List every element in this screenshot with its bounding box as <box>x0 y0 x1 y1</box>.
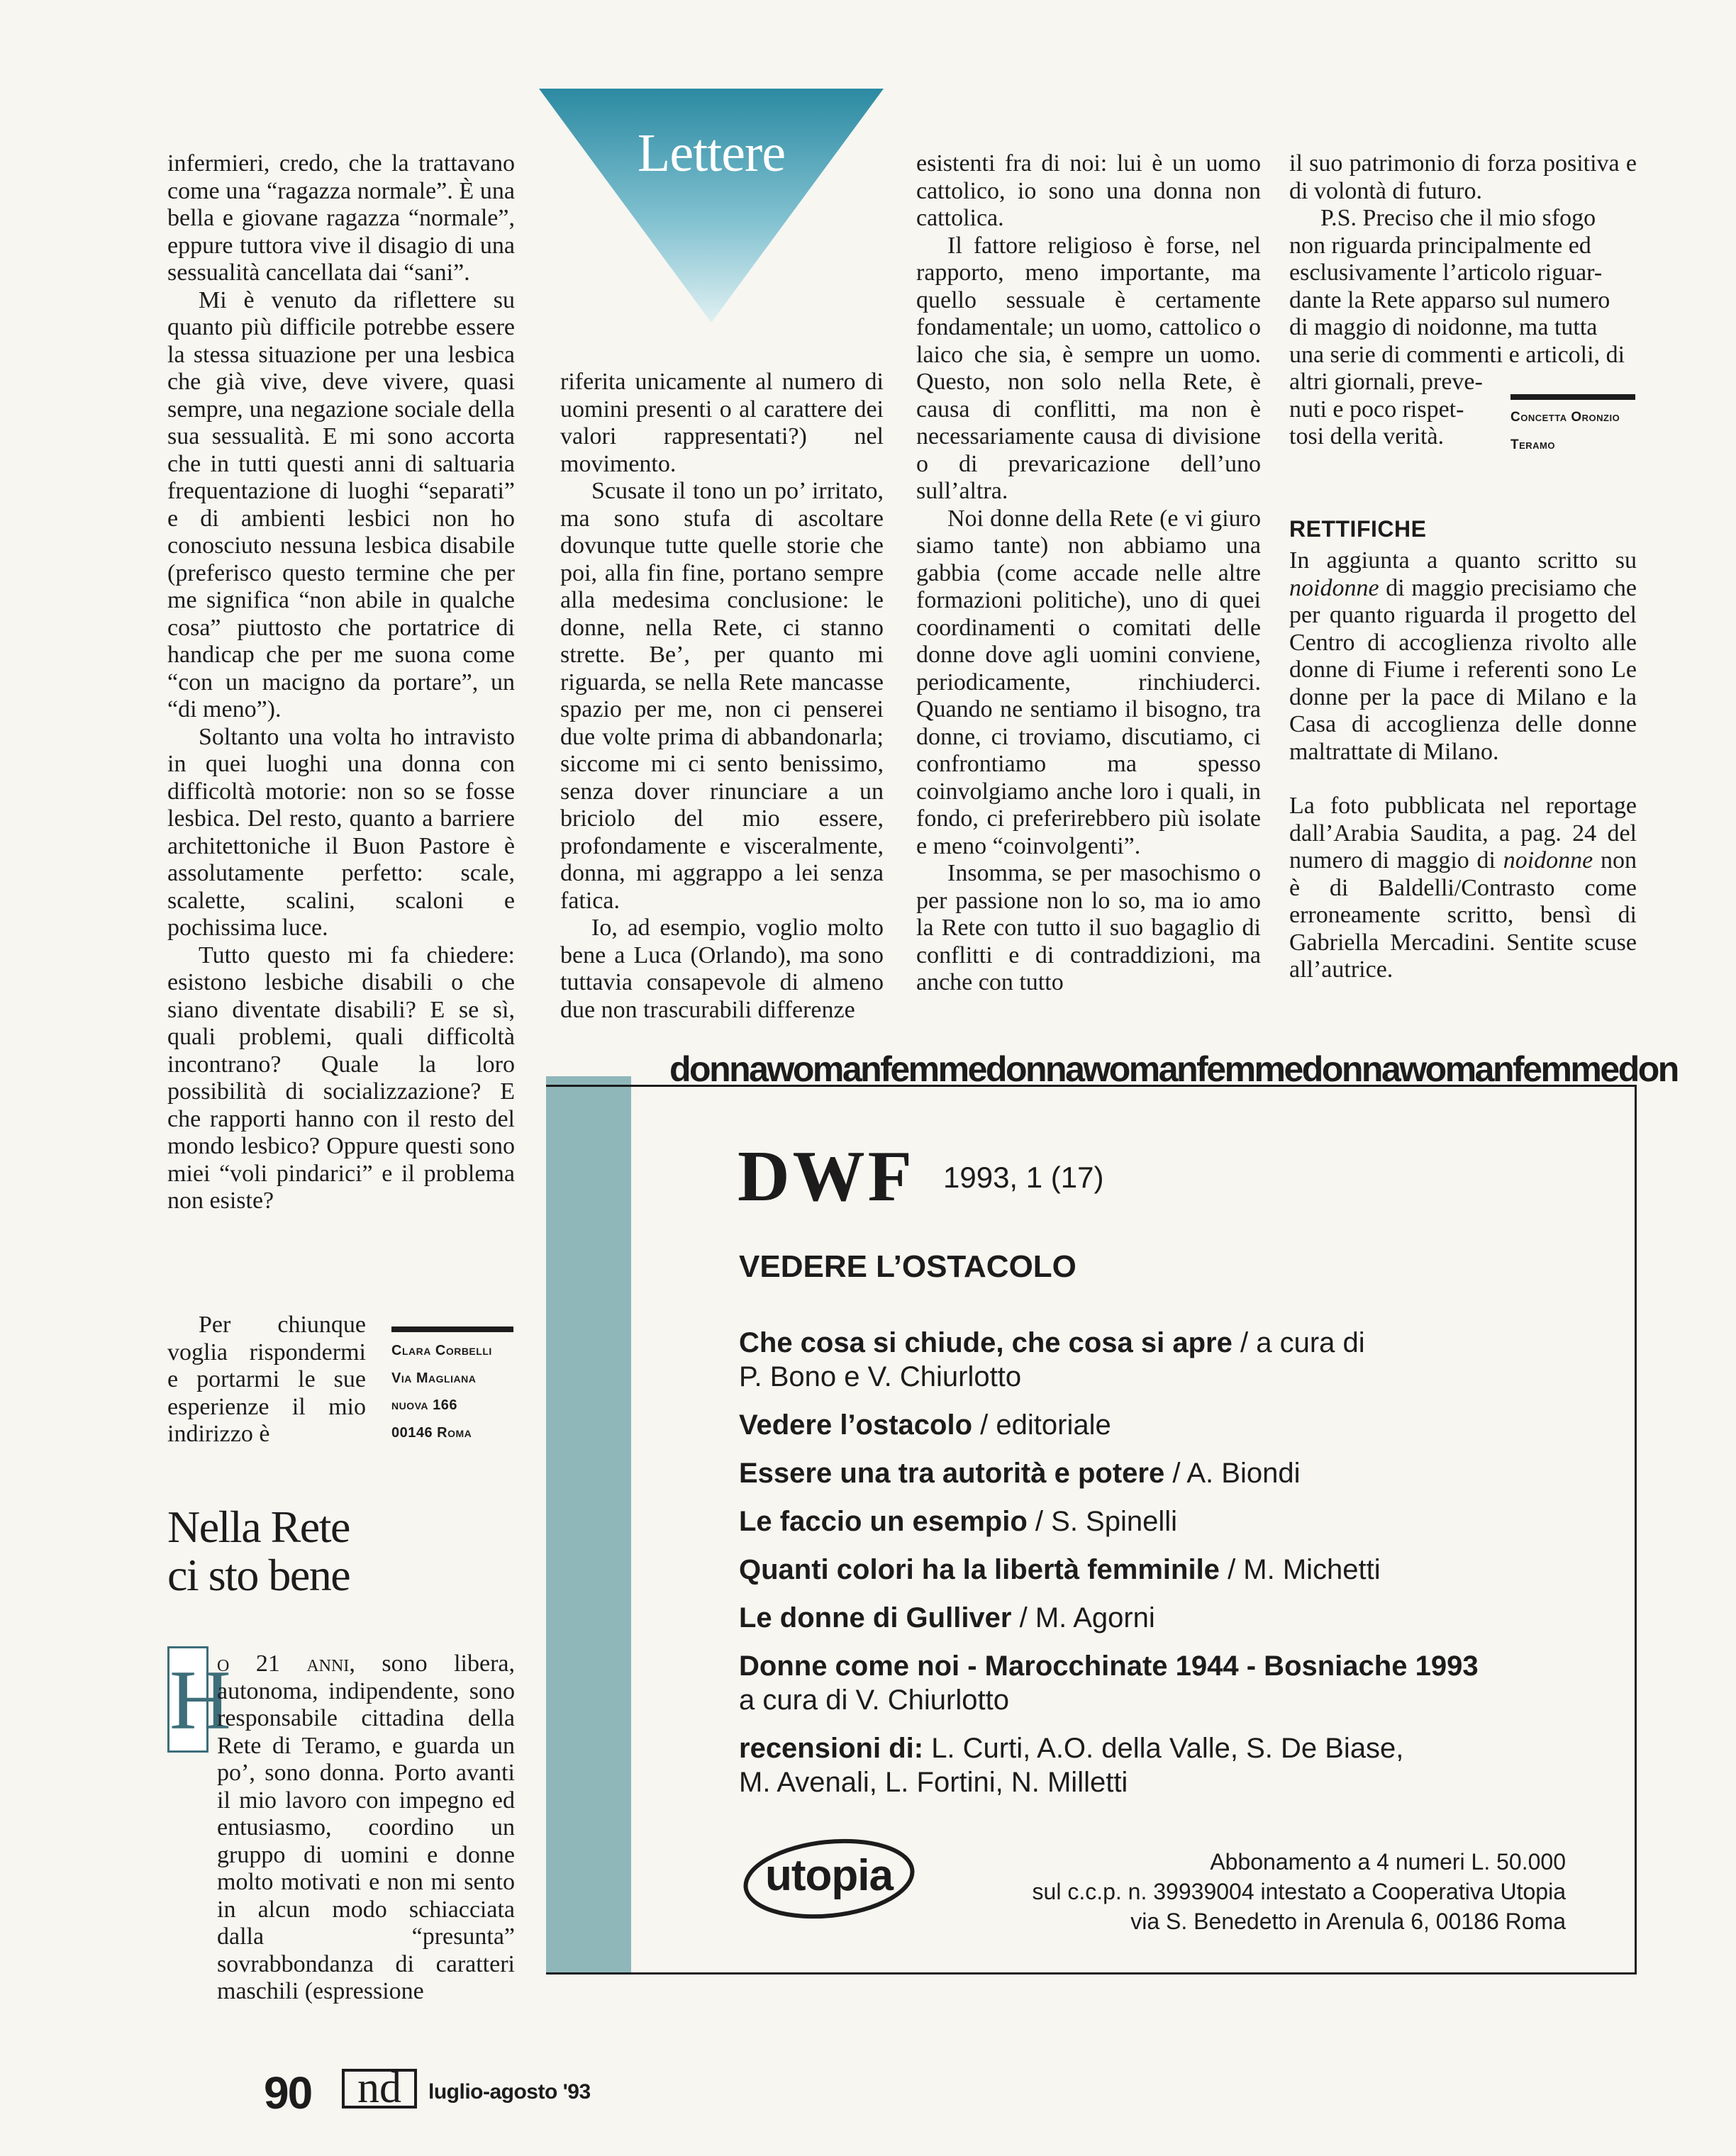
headline-line: Nella Rete <box>167 1502 350 1552</box>
rettifiche-text: di maggio precisiamo che per quanto riguarda il progetto del Centro di accoglienza rivolto alle donne di Fiume i referenti sono Le donne per la pace di Milano e la Casa di accoglienza delle donne maltrattate di Milano. <box>1289 574 1637 765</box>
ad-issue-number: 1993, 1 (17) <box>943 1161 1104 1194</box>
rettifiche-text: In aggiunta a quanto scritto su <box>1289 547 1637 574</box>
ad-content-item <box>739 1504 1590 1538</box>
letter1-closing <box>167 1312 366 1448</box>
letter2-paragraph <box>217 1650 515 2006</box>
item-author: / S. Spinelli <box>1035 1506 1178 1537</box>
letter2-paragraph: il suo patrimonio di forza positiva e di volontà di futuro. <box>1289 150 1637 204</box>
letter1-column <box>167 150 515 1215</box>
rettifiche-paragraph <box>1289 547 1637 766</box>
lead-in: o 21 anni, <box>217 1650 355 1677</box>
ad-content-item <box>739 1553 1590 1587</box>
utopia-logo <box>740 1836 918 1921</box>
ad-content-item <box>739 1326 1590 1394</box>
ps-line: esclusivamente l’articolo riguar- <box>1289 259 1603 286</box>
signature-address: nuova 166 <box>391 1397 457 1413</box>
letter1-closing-text: Per chiunque voglia rispondermi e portarmi le sue esperienze il mio indirizzo è <box>167 1312 366 1447</box>
ad-content-item <box>739 1601 1590 1635</box>
letter2-column-3 <box>916 150 1261 997</box>
letter2-paragraph: Insomma, se per masochismo o per passione non lo so, ma io amo la Rete con tutto il suo bagaglio di conflitti e di contraddizioni, ma anche con tutto <box>916 860 1261 995</box>
ad-journal-title: DWF <box>738 1136 915 1217</box>
item-author: / a cura di <box>1240 1327 1365 1358</box>
ad-content-item <box>739 1649 1590 1717</box>
item-author: a cura di V. Chiurlotto <box>739 1685 1009 1716</box>
letter2-text: sono libera, autonoma, indipendente, sono responsabile cittadina della Rete di Teramo, e guarda un po’, sono donna. Porto avanti il mio lavoro con impegno ed entusiasmo, coordino un gruppo di uomini e donne molto motivati e non mi sento in alcun modo schiacciata dalla “presunta” sovrabbondanza di caratteri maschili (espressione <box>217 1650 515 2004</box>
letter2-column <box>167 1650 515 2006</box>
drop-cap-letter: H <box>169 1653 231 1747</box>
ad-content-item <box>739 1456 1590 1490</box>
ad-ribbon: donnawomanfemmedonnawomanfemmedonnawomanfemmedon <box>669 1049 1678 1089</box>
item-author: / M. Agorni <box>1019 1602 1155 1633</box>
letter2-ps <box>1289 205 1637 233</box>
subscription-line: via S. Benedetto in Arenula 6, 00186 Roma <box>1130 1909 1566 1934</box>
item-author: L. Curti, A.O. della Valle, S. De Biase, <box>931 1733 1404 1764</box>
headline-line: ci sto bene <box>167 1550 350 1600</box>
rettifiche-text: non è di Baldelli/Contrasto come erroneamente scritto, bensì di Gabriella Mercadini. Sentite scuse all’autrice. <box>1289 847 1637 983</box>
signature-city: Teramo <box>1510 437 1555 452</box>
letter2-paragraph: Noi donne della Rete (e vi giuro siamo tante) non abbiamo una gabbia (come accade nelle altre formazioni politiche), uno di quei coordinamenti o comitati delle donne dove agli uomini conviene, periodicamente, rinchiuderci. Quando ne sentiamo il bisogno, tra donne, ci troviamo, discutiamo, ci confrontiamo ma spesso coinvolgiamo anche loro i quali, in fondo, ci preferirebbero più isolate e meno “coinvolgenti”. <box>916 505 1261 859</box>
letter2-paragraph: esistenti fra di noi: lui è un uomo cattolico, io sono una donna non cattolica. <box>916 150 1261 231</box>
ad-contents-list <box>739 1326 1590 1814</box>
item-title: Donne come noi - Marocchinate 1944 - Bosniache 1993 <box>739 1650 1479 1682</box>
letter1-paragraph: Soltanto una volta ho intravisto in quei luoghi una donna con difficoltà motorie: non so se fosse lesbica. Del resto, quanto a barriere architettoniche il Buon Pastore è assolutamente perfetto: scale, scalette, scalini, scaloni e pochissima luce. <box>167 723 515 941</box>
ps-line: non riguarda principalmente ed <box>1289 232 1591 259</box>
signature-address: Via Magliana <box>391 1370 477 1386</box>
item-author: / A. Biondi <box>1172 1458 1301 1489</box>
letter1-paragraph: Tutto questo mi fa chiedere: esistono lesbiche disabili o che siano diventate disabili? E se sì, quali problemi, quali difficoltà incontrano? Quale la loro possibilità di socializzazione? E che rapporti hanno con il resto del mondo lesbico? Oppure questi sono miei “voli pindarici” e il problema non esiste? <box>167 942 515 1214</box>
ps-line: tosi della verità. <box>1289 423 1445 449</box>
signature-name: Concetta Oronzio <box>1510 410 1620 425</box>
item-title: Quanti colori ha la libertà femminile <box>739 1554 1220 1585</box>
letter1-paragraph: infermieri, credo, che la trattavano come una “ragazza normale”. È una bella e giovane ragazza “normale”, eppure tuttora vive il disagio di una sessualità cancellata dai “sani”. <box>167 150 515 286</box>
magazine-logo <box>342 2064 417 2112</box>
letter2-headline <box>167 1503 350 1599</box>
rettifiche-text: La foto pubblicata nel reportage dall’Arabia Saudita, a pag. 24 del numero di maggio di <box>1289 793 1637 873</box>
item-author: M. Avenali, L. Fortini, N. Milletti <box>739 1767 1128 1798</box>
item-author: / editoriale <box>980 1409 1111 1441</box>
ad-content-item <box>739 1408 1590 1442</box>
section-banner <box>539 89 884 323</box>
item-title: Vedere l’ostacolo <box>739 1409 973 1441</box>
item-title: recensioni di: <box>739 1733 924 1764</box>
ps-line: dante la Rete apparso sul numero <box>1289 286 1610 313</box>
letter2-column-2 <box>560 369 884 1024</box>
rettifiche-column <box>1289 547 1637 984</box>
signature-name: Clara Corbelli <box>391 1343 492 1358</box>
letter2-signature <box>1510 404 1645 459</box>
subscription-line: Abbonamento a 4 numeri L. 50.000 <box>1210 1849 1566 1875</box>
rettifiche-title: RETTIFICHE <box>1289 516 1427 542</box>
letter1-signature <box>391 1337 519 1446</box>
ps-line: P.S. Preciso che il mio sfogo <box>1320 205 1596 231</box>
item-title: Le donne di Gulliver <box>739 1602 1012 1633</box>
item-title: Le faccio un esempio <box>739 1506 1028 1537</box>
ps-line: altri giornali, preve- <box>1289 369 1483 395</box>
signature-rule <box>391 1326 513 1332</box>
letter2-paragraph: Scusate il tono un po’ irritato, ma sono stufa di ascoltare dovunque tutte quelle storie che poi, alla fin fine, portano sempre alla medesima conclusione: le donne, nella Rete, ci stanno strette. Be’, per quanto mi riguarda, se nella Rete mancasse spazio per me, non ci penserei due volte prima di abbandonarla; siccome mi ci sento benissimo, senza dover rinunciare a un briciolo del mio essere, profondamente e visceralmente, donna, mi aggrappo a lei senza fatica. <box>560 478 884 914</box>
ad-subscription <box>1033 1847 1566 1936</box>
item-title: Essere una tra autorità e potere <box>739 1458 1165 1489</box>
signature-rule <box>1510 394 1635 400</box>
ad-content-item <box>739 1731 1590 1799</box>
magazine-logo-text: nd <box>357 2064 401 2112</box>
section-title: Lettere <box>637 123 786 183</box>
ps-line: di maggio di noidonne, ma tutta <box>1289 314 1598 340</box>
issue-date: luglio-agosto '93 <box>428 2080 591 2104</box>
page-number: 90 <box>264 2067 312 2118</box>
logo-text: utopia <box>765 1851 893 1900</box>
letter1-paragraph: Mi è venuto da riflettere su quanto più difficile potrebbe essere la stessa situazione per una lesbica che già vive, deve vivere, quasi sempre, una negazione sociale della sua sessualità. E mi sono accorta che in tutti questi anni di saltuaria frequentazione di luoghi “separati” e di ambienti lesbici non ho conosciuto nessuna lesbica disabile (preferisco questo termine che per me significa “non abile in qualche cosa” piuttosto che portatrice di handicap che per me suona come “con un macigno da portare”, un “di meno”). <box>167 286 515 722</box>
signature-city: 00146 Roma <box>391 1424 472 1441</box>
letter2-paragraph: Io, ad esempio, voglio molto bene a Luca (Orlando), ma sono tuttavia consapevole di almeno due non trascurabili differenze <box>560 915 884 1023</box>
ad-issue-theme: VEDERE L’OSTACOLO <box>739 1249 1076 1284</box>
item-title: Che cosa si chiude, che cosa si apre <box>739 1327 1233 1358</box>
letter2-paragraph: Il fattore religioso è forse, nel rapporto, meno importante, ma quello sessuale è certamente fondamentale; un uomo, cattolico o laico che sia, è sempre un uomo. Questo, non solo nella Rete, è causa di conflitti, ma non è necessariamente causa di divisione o di prevaricazione dell’uno sull’altra. <box>916 232 1261 504</box>
item-author: P. Bono e V. Chiurlotto <box>739 1361 1022 1392</box>
magazine-name: noidonne <box>1503 847 1593 873</box>
ps-line: nuti e poco rispet- <box>1289 396 1464 423</box>
magazine-name: noidonne <box>1289 574 1379 601</box>
subscription-line: sul c.c.p. n. 39939004 intestato a Cooperativa Utopia <box>1032 1879 1566 1904</box>
letter2-paragraph: riferita unicamente al numero di uomini presenti o al carattere dei valori rappresentati?) nel movimento. <box>560 369 884 477</box>
rettifiche-paragraph <box>1289 793 1637 984</box>
item-author: / M. Michetti <box>1228 1554 1381 1585</box>
ps-line: una serie di commenti e articoli, di <box>1289 341 1625 368</box>
